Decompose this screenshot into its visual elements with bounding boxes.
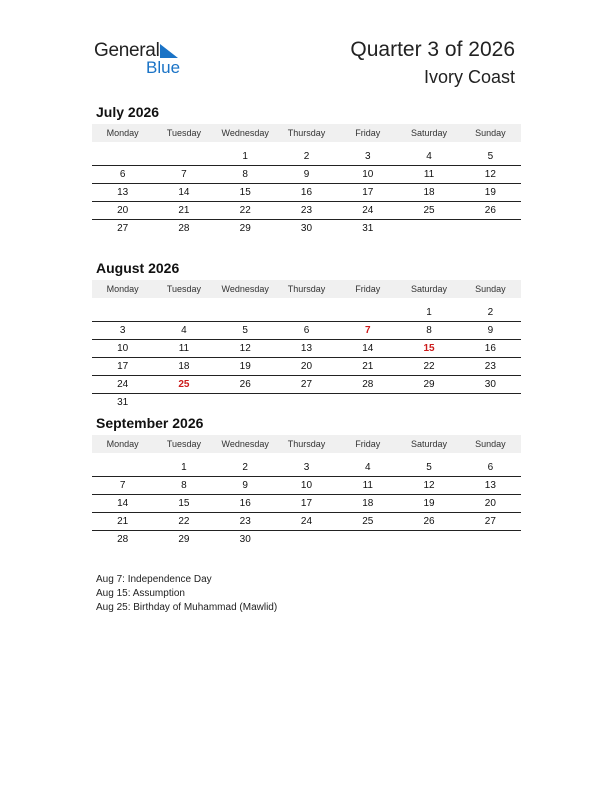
day-cell: 29	[398, 376, 459, 394]
day-cell: 18	[153, 358, 214, 376]
month-title: September 2026	[96, 415, 204, 431]
day-cell: 1	[398, 304, 459, 322]
month-title: August 2026	[96, 260, 180, 276]
day-cell: 25	[337, 513, 398, 531]
day-cell: 14	[92, 495, 153, 513]
weekday-header-row	[92, 280, 521, 298]
day-cell: 4	[153, 322, 214, 340]
general-blue-logo	[94, 40, 189, 80]
day-cell: 18	[398, 184, 459, 202]
day-cell: 25	[153, 376, 214, 394]
weekday-header-row	[92, 124, 521, 142]
day-cell: 24	[337, 202, 398, 220]
day-cell: 10	[337, 166, 398, 184]
day-cell	[276, 531, 337, 549]
week-row	[92, 322, 521, 340]
day-cell	[153, 394, 214, 412]
day-cell: 12	[398, 477, 459, 495]
week-row	[92, 531, 521, 549]
day-cell: 4	[337, 459, 398, 477]
day-cell: 31	[362, 223, 374, 234]
day-cell: 7	[92, 477, 153, 495]
day-cell: 3	[337, 148, 398, 166]
day-cell: 12	[460, 166, 521, 184]
weekday-header-row	[92, 435, 521, 453]
day-cell	[92, 304, 153, 322]
day-cell	[398, 531, 459, 549]
weekday-header: Friday	[337, 280, 398, 298]
day-cell: 19	[460, 184, 521, 202]
month-calendar-september	[92, 414, 521, 548]
day-cell: 12	[215, 340, 276, 358]
week-row	[92, 184, 521, 202]
day-cell: 20	[276, 358, 337, 376]
week-row	[92, 459, 521, 477]
week-row	[92, 495, 521, 513]
week-row	[92, 148, 521, 166]
calendar-grid	[92, 280, 521, 411]
day-cell: 28	[117, 534, 129, 545]
day-cell: 27	[117, 223, 129, 234]
logo-triangle-icon	[160, 44, 178, 58]
day-cell	[276, 304, 337, 322]
page-subtitle: Ivory Coast	[423, 67, 515, 87]
day-cell: 30	[460, 376, 521, 394]
week-row	[92, 202, 521, 220]
day-cell	[153, 304, 214, 322]
day-cell	[460, 220, 521, 238]
day-cell: 9	[460, 322, 521, 340]
week-row	[92, 166, 521, 184]
day-cell: 6	[276, 322, 337, 340]
day-cell: 20	[92, 202, 153, 220]
holiday-notes	[96, 573, 277, 615]
day-cell: 23	[215, 513, 276, 531]
day-cell: 7	[337, 322, 398, 340]
weekday-header: Monday	[92, 280, 153, 298]
day-cell	[460, 394, 521, 412]
day-cell	[398, 220, 459, 238]
weekday-header: Sunday	[460, 435, 521, 453]
holiday-note: Aug 7: Independence Day	[96, 574, 212, 585]
weekday-header: Tuesday	[153, 280, 214, 298]
day-cell: 24	[276, 513, 337, 531]
weekday-header: Wednesday	[215, 435, 276, 453]
day-cell	[215, 394, 276, 412]
day-cell: 13	[460, 477, 521, 495]
weekday-header: Sunday	[460, 124, 521, 142]
day-cell: 9	[276, 166, 337, 184]
day-cell: 20	[460, 495, 521, 513]
day-cell: 27	[460, 513, 521, 531]
weekday-header: Monday	[92, 124, 153, 142]
day-cell: 16	[215, 495, 276, 513]
logo-text-general: General	[94, 40, 160, 61]
day-cell: 21	[337, 358, 398, 376]
day-cell: 2	[215, 459, 276, 477]
month-calendar-august	[92, 259, 521, 411]
day-cell: 19	[398, 495, 459, 513]
day-cell: 2	[276, 148, 337, 166]
day-cell: 13	[92, 184, 153, 202]
day-cell: 1	[153, 459, 214, 477]
day-cell: 21	[153, 202, 214, 220]
weekday-header: Thursday	[276, 124, 337, 142]
day-cell: 14	[153, 184, 214, 202]
day-cell: 4	[398, 148, 459, 166]
day-cell	[337, 531, 398, 549]
holiday-note: Aug 15: Assumption	[96, 588, 185, 599]
weekday-header: Wednesday	[215, 124, 276, 142]
day-cell: 17	[276, 495, 337, 513]
weekday-header: Wednesday	[215, 280, 276, 298]
day-cell: 13	[276, 340, 337, 358]
page-title: Quarter 3 of 2026	[350, 38, 515, 61]
day-cell: 5	[215, 322, 276, 340]
week-row	[92, 394, 521, 412]
day-cell: 1	[215, 148, 276, 166]
day-cell: 17	[337, 184, 398, 202]
day-cell: 11	[337, 477, 398, 495]
month-calendar-july	[92, 103, 521, 237]
day-cell: 27	[276, 376, 337, 394]
day-cell: 11	[153, 340, 214, 358]
day-cell: 8	[398, 322, 459, 340]
logo-text-blue: Blue	[146, 58, 181, 77]
week-row	[92, 513, 521, 531]
weekday-header: Thursday	[276, 435, 337, 453]
day-cell: 22	[215, 202, 276, 220]
day-cell: 2	[460, 304, 521, 322]
day-cell: 6	[460, 459, 521, 477]
day-cell	[92, 148, 153, 166]
day-cell: 15	[215, 184, 276, 202]
day-cell: 29	[178, 534, 190, 545]
day-cell: 19	[215, 358, 276, 376]
day-cell: 11	[398, 166, 459, 184]
day-cell	[337, 394, 398, 412]
weekday-header: Saturday	[398, 124, 459, 142]
day-cell: 7	[153, 166, 214, 184]
day-cell: 15	[153, 495, 214, 513]
day-cell: 28	[337, 376, 398, 394]
month-title: July 2026	[96, 104, 160, 120]
week-row	[92, 340, 521, 358]
day-cell: 5	[460, 148, 521, 166]
weekday-header: Saturday	[398, 435, 459, 453]
day-cell	[337, 304, 398, 322]
day-cell: 31	[117, 397, 129, 408]
day-cell: 14	[337, 340, 398, 358]
weekday-header: Tuesday	[153, 124, 214, 142]
day-cell: 22	[398, 358, 459, 376]
holiday-note: Aug 25: Birthday of Muhammad (Mawlid)	[96, 602, 278, 613]
day-cell: 23	[460, 358, 521, 376]
day-cell: 17	[92, 358, 153, 376]
weekday-header: Friday	[337, 124, 398, 142]
day-cell: 9	[215, 477, 276, 495]
day-cell: 18	[337, 495, 398, 513]
day-cell: 10	[276, 477, 337, 495]
day-cell: 26	[460, 202, 521, 220]
week-row	[92, 220, 521, 238]
day-cell	[398, 394, 459, 412]
day-cell: 16	[276, 184, 337, 202]
calendar-grid	[92, 124, 521, 237]
week-row	[92, 358, 521, 376]
day-cell: 8	[215, 166, 276, 184]
day-cell	[92, 459, 153, 477]
day-cell: 21	[92, 513, 153, 531]
calendar-grid	[92, 435, 521, 548]
day-cell	[215, 304, 276, 322]
day-cell: 23	[276, 202, 337, 220]
day-cell: 30	[239, 534, 251, 545]
day-cell	[460, 531, 521, 549]
day-cell: 26	[215, 376, 276, 394]
week-row	[92, 304, 521, 322]
day-cell: 25	[398, 202, 459, 220]
day-cell: 28	[178, 223, 190, 234]
day-cell: 5	[398, 459, 459, 477]
day-cell: 16	[460, 340, 521, 358]
day-cell: 30	[300, 223, 313, 234]
day-cell: 3	[92, 322, 153, 340]
day-cell: 10	[92, 340, 153, 358]
day-cell	[153, 148, 214, 166]
weekday-header: Saturday	[398, 280, 459, 298]
day-cell: 6	[92, 166, 153, 184]
weekday-header: Sunday	[460, 280, 521, 298]
week-row	[92, 376, 521, 394]
weekday-header: Thursday	[276, 280, 337, 298]
day-cell: 29	[239, 223, 251, 234]
day-cell: 22	[153, 513, 214, 531]
day-cell: 26	[398, 513, 459, 531]
day-cell: 3	[276, 459, 337, 477]
weekday-header: Monday	[92, 435, 153, 453]
day-cell	[276, 394, 337, 412]
day-cell: 15	[398, 340, 459, 358]
weekday-header: Tuesday	[153, 435, 214, 453]
weekday-header: Friday	[337, 435, 398, 453]
week-row	[92, 477, 521, 495]
day-cell: 24	[92, 376, 153, 394]
day-cell: 8	[153, 477, 214, 495]
